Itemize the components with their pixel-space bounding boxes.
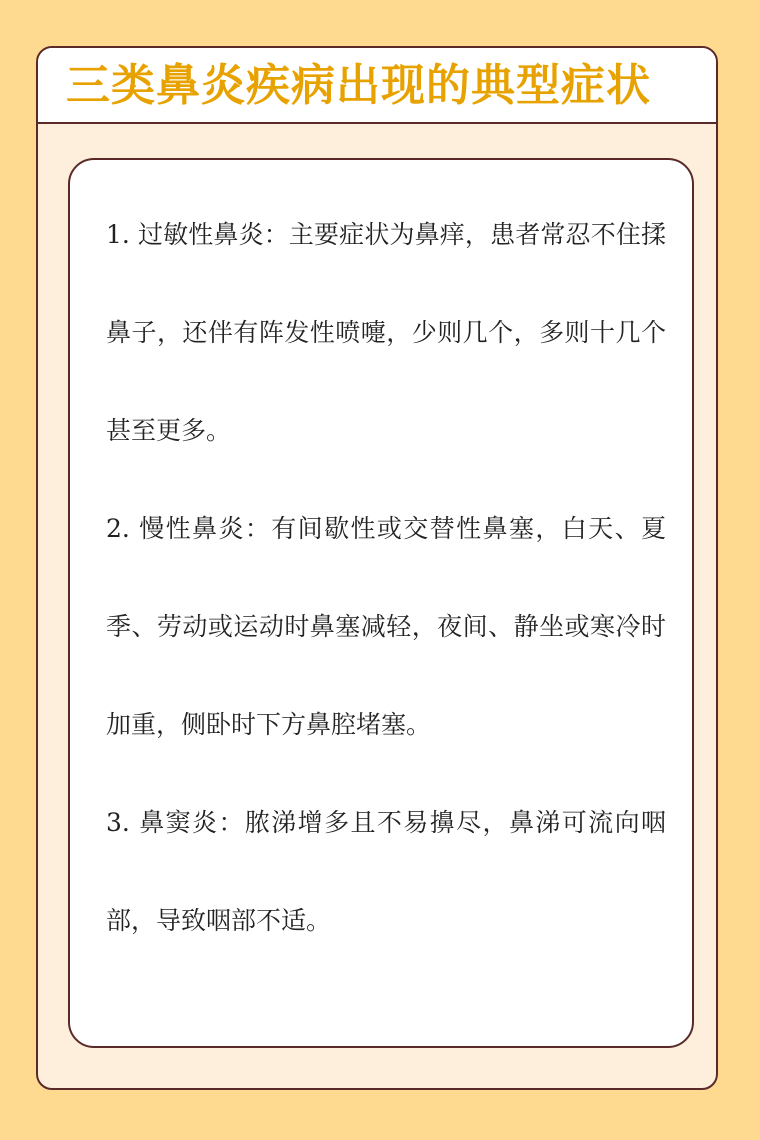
item-number: 1. bbox=[106, 220, 130, 249]
item-text: 鼻窦炎：脓涕增多且不易擤尽，鼻涕可流向咽部，导致咽部不适。 bbox=[106, 808, 666, 935]
symptom-list bbox=[106, 186, 666, 970]
info-card bbox=[36, 46, 718, 1090]
content-box bbox=[68, 158, 694, 1048]
symptom-item-chronic-rhinitis bbox=[106, 480, 666, 774]
page-title: 三类鼻炎疾病出现的典型症状 bbox=[66, 60, 651, 111]
item-number: 3. bbox=[106, 808, 130, 837]
title-bar bbox=[38, 48, 716, 124]
symptom-item-sinusitis bbox=[106, 774, 666, 970]
symptom-item-allergic-rhinitis bbox=[106, 186, 666, 480]
item-text: 过敏性鼻炎：主要症状为鼻痒，患者常忍不住揉鼻子，还伴有阵发性喷嚏，少则几个，多则十几个甚至更多。 bbox=[106, 220, 666, 445]
item-text: 慢性鼻炎：有间歇性或交替性鼻塞，白天、夏季、劳动或运动时鼻塞减轻，夜间、静坐或寒冷时加重，侧卧时下方鼻腔堵塞。 bbox=[106, 514, 666, 739]
item-number: 2. bbox=[106, 514, 130, 543]
